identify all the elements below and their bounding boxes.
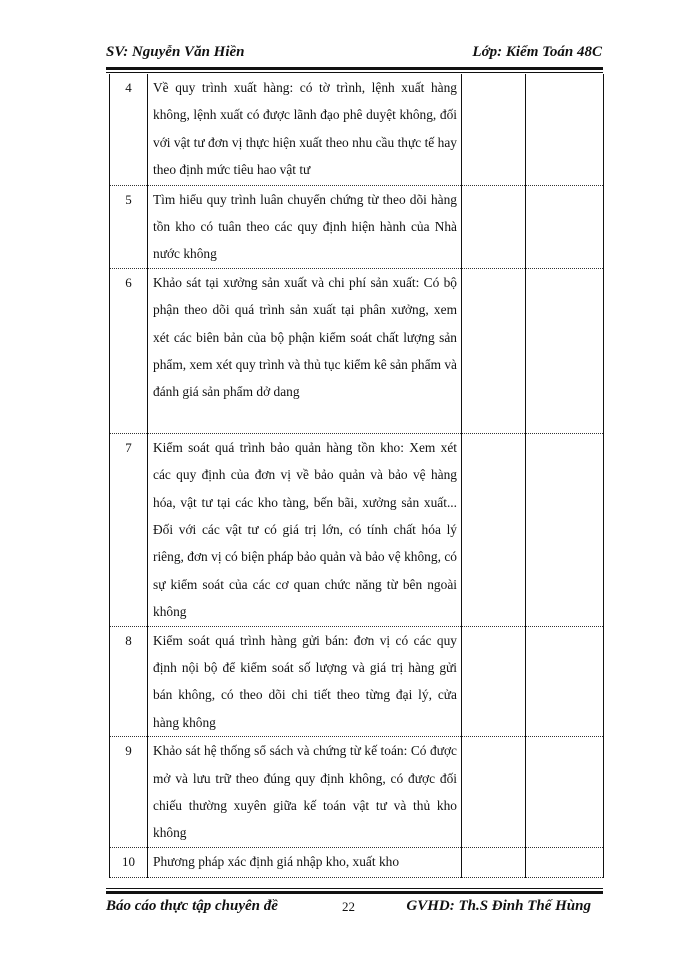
empty-cell [462,268,526,433]
table-row [110,268,604,433]
table-row [110,433,604,626]
row-description: Khảo sát hệ thống sổ sách và chứng từ kế toán: Có được mở và lưu trữ theo đúng quy định không, có được đối chiếu thường xuyên giữa kế toán vật tư và thủ kho không [148,737,462,848]
row-number: 4 [110,74,148,185]
row-description: Tìm hiểu quy trình luân chuyển chứng từ theo dõi hàng tồn kho có tuân theo các quy định hiện hành của Nhà nước không [148,185,462,268]
table-row [110,626,604,737]
report-title: Báo cáo thực tập chuyên đề [106,898,278,914]
row-number: 5 [110,185,148,268]
empty-cell [462,433,526,626]
row-description: Khảo sát tại xưởng sản xuất và chi phí sản xuất: Có bộ phận theo dõi quá trình sản xuất tại phân xưởng, xem xét các biên bản của bộ phận kiểm soát chất lượng sản phẩm, xem xét quy trình và thủ tục kiểm kê sản phẩm và đánh giá sản phẩm dở dang [148,268,462,433]
row-description: Kiểm soát quá trình hàng gửi bán: đơn vị có các quy định nội bộ để kiểm soát số lượng và giá trị hàng gửi bán không, có theo dõi chi tiết theo từng đại lý, cửa hàng không [148,626,462,737]
row-number: 10 [110,847,148,877]
table-row [110,185,604,268]
empty-cell [526,847,604,877]
empty-cell [526,268,604,433]
table-row [110,74,604,185]
row-number: 8 [110,626,148,737]
header-rule-thick [106,67,603,70]
page-number: 22 [342,899,355,914]
empty-cell [526,626,604,737]
audit-procedure-table [109,74,604,878]
row-description: Kiểm soát quá trình bảo quản hàng tồn kho: Xem xét các quy định của đơn vị về bảo quản và bảo vệ hàng hóa, vật tư tại các kho tàng, bến bãi, xưởng sản xuất... Đối với các vật tư có giá trị lớn, có tính chất hóa lý riêng, đơn vị có biện pháp bảo quản và bảo vệ không, có sự kiểm soát của các cơ quan chức năng từ bên ngoài không [148,433,462,626]
header-rule-thin [106,72,603,73]
row-description: Về quy trình xuất hàng: có tờ trình, lệnh xuất hàng không, lệnh xuất có được lãnh đạo phê duyệt không, đối với vật tư đơn vị thực hiện xuất theo nhu cầu thực tế hay theo định mức tiêu hao vật tư [148,74,462,185]
page-header [106,44,602,64]
row-description: Phương pháp xác định giá nhập kho, xuất kho [148,847,462,877]
empty-cell [462,737,526,848]
empty-cell [526,737,604,848]
row-number: 9 [110,737,148,848]
advisor-name: GVHD: Th.S Đinh Thế Hùng [406,898,591,914]
empty-cell [526,185,604,268]
footer-rule-thin [106,888,603,889]
empty-cell [526,433,604,626]
table-row [110,847,604,877]
class-name: Lớp: Kiểm Toán 48C [472,44,602,60]
row-number: 7 [110,433,148,626]
empty-cell [526,74,604,185]
row-number: 6 [110,268,148,433]
student-name: SV: Nguyễn Văn Hiền [106,44,245,60]
empty-cell [462,74,526,185]
empty-cell [462,185,526,268]
page-footer [106,898,603,920]
empty-cell [462,626,526,737]
footer-rule-thick [106,891,603,894]
table-row [110,737,604,848]
empty-cell [462,847,526,877]
